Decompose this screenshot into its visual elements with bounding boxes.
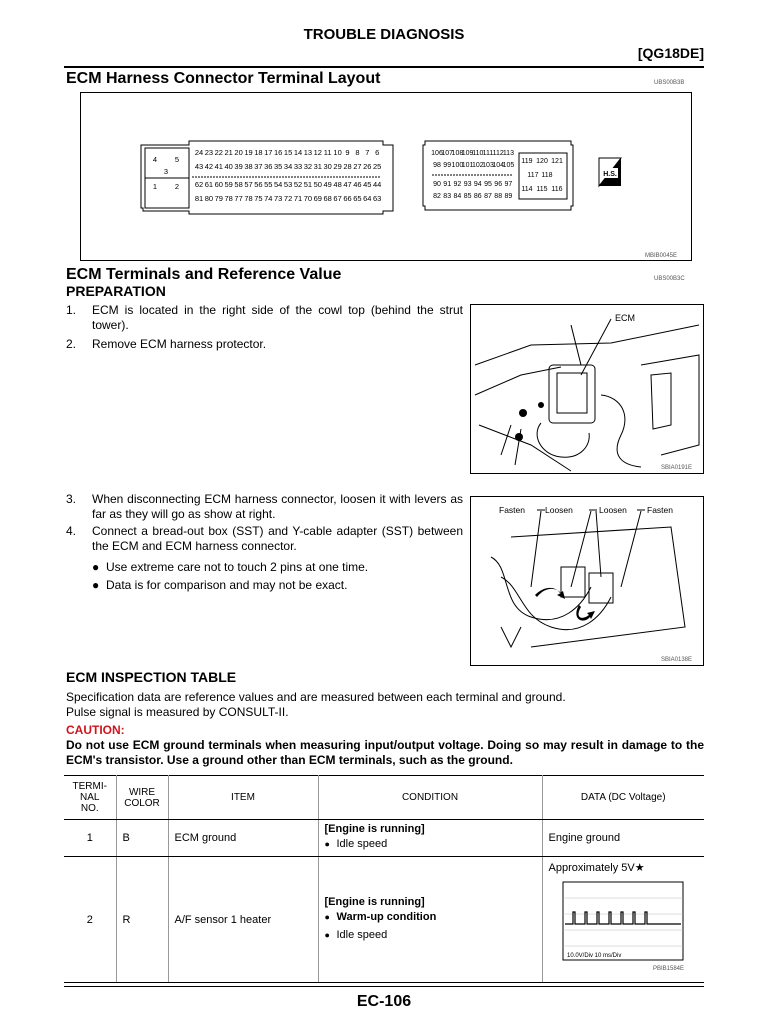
pin-label: 94 bbox=[473, 181, 482, 188]
bullet-item: ● Data is for comparison and may not be exact. bbox=[92, 578, 348, 592]
pin-label: 98 bbox=[433, 162, 441, 169]
pin-label: 38 bbox=[244, 162, 253, 171]
pin-label: 112 bbox=[492, 150, 504, 157]
pin-label: 11 bbox=[323, 148, 332, 157]
pin-label: 24 bbox=[194, 148, 204, 157]
pin-label: 92 bbox=[453, 181, 462, 188]
pin-label: 51 bbox=[303, 180, 313, 189]
pin-label: 79 bbox=[214, 194, 223, 203]
pin-label: 82 bbox=[433, 193, 441, 200]
header-rule bbox=[64, 66, 704, 68]
condition-item: ● Idle speed bbox=[325, 926, 536, 944]
pin-label: 44 bbox=[373, 180, 382, 189]
pin-label: 22 bbox=[214, 148, 223, 157]
pin-label: 90 bbox=[433, 181, 441, 188]
scopeId-text: PBIB1584E bbox=[652, 966, 684, 972]
pin-label: 80 bbox=[204, 194, 214, 203]
pin-label: 113 bbox=[502, 150, 514, 157]
pin-label: 20 bbox=[234, 148, 243, 157]
pin-label: 83 bbox=[443, 193, 452, 200]
pin-label: 34 bbox=[283, 162, 293, 171]
pin-label: 50 bbox=[313, 180, 322, 189]
ecm-location-figure bbox=[470, 304, 704, 474]
pin-label: 64 bbox=[363, 194, 372, 203]
pin-label: 119 bbox=[521, 158, 533, 165]
terminal-cell: 2 bbox=[64, 857, 116, 983]
pin-label: 62 bbox=[194, 180, 204, 189]
pin-label: 72 bbox=[283, 194, 293, 203]
pin-label: 67 bbox=[333, 194, 342, 203]
inspection-intro-2: Pulse signal is measured by CONSULT-II. bbox=[66, 705, 289, 719]
pin-label: 91 bbox=[443, 181, 452, 188]
item-cell: A/F sensor 1 heater bbox=[168, 857, 318, 983]
pin-label: 108 bbox=[451, 150, 464, 157]
pin-label: 25 bbox=[373, 162, 382, 171]
pin-label: 30 bbox=[323, 162, 332, 171]
fig2id-text: SBIA0138E bbox=[661, 657, 693, 663]
pin-label: 41 bbox=[214, 162, 223, 171]
step-item: 1. ECM is located in the right side of the cowl top (behind the strut tower). bbox=[66, 303, 463, 332]
footer-rule bbox=[64, 986, 704, 987]
pin-label: 46 bbox=[353, 180, 362, 189]
wire-cell: B bbox=[116, 820, 168, 857]
ecm-location-illustration bbox=[471, 305, 703, 473]
pin-label: 106 bbox=[431, 150, 443, 157]
pin-label: 49 bbox=[323, 180, 332, 189]
pin-label: 26 bbox=[363, 162, 372, 171]
pin-label: 99 bbox=[443, 162, 452, 169]
item-cell: ECM ground bbox=[168, 820, 318, 857]
pin-label: 116 bbox=[551, 186, 563, 193]
pin-label: 39 bbox=[234, 162, 243, 171]
header-wire-color: WIRE COLOR bbox=[116, 776, 168, 820]
pin-label: 60 bbox=[214, 180, 223, 189]
condition-cell bbox=[318, 857, 542, 983]
pin-label: 114 bbox=[521, 186, 533, 193]
fig1label-text: ECM bbox=[615, 313, 635, 323]
pin-label: 115 bbox=[536, 186, 548, 193]
pin-label: 19 bbox=[244, 148, 253, 157]
oscilloscope-waveform bbox=[549, 874, 697, 972]
pin-label: 27 bbox=[353, 162, 362, 171]
pin-label: 10 bbox=[333, 148, 342, 157]
pin-label: 120 bbox=[536, 158, 548, 165]
precaution-bullets bbox=[66, 558, 463, 594]
pin-label: 58 bbox=[234, 180, 243, 189]
pin-label: 105 bbox=[502, 162, 515, 169]
fig0id-text: MBIB0045E bbox=[645, 253, 678, 259]
pin-label: 77 bbox=[234, 194, 243, 203]
pin-label: 54 bbox=[274, 180, 283, 189]
pin-label: 48 bbox=[333, 180, 342, 189]
lvl0-text: Fasten bbox=[499, 505, 525, 515]
pin-label: 18 bbox=[254, 148, 263, 157]
pin-label: 63 bbox=[373, 194, 382, 203]
pin-label: 35 bbox=[274, 162, 283, 171]
pin-label: 97 bbox=[504, 181, 513, 188]
pin-label: 93 bbox=[463, 181, 472, 188]
preparation-steps-b bbox=[66, 492, 463, 554]
pin-label: 14 bbox=[293, 148, 303, 157]
pin-label: 33 bbox=[293, 162, 303, 171]
pin-label: 13 bbox=[303, 148, 313, 157]
pin-label: 15 bbox=[283, 148, 293, 157]
condition-cell bbox=[318, 820, 542, 857]
pin-label: 103 bbox=[482, 162, 494, 169]
page-title: TROUBLE DIAGNOSIS bbox=[303, 26, 465, 43]
pin-label: 53 bbox=[283, 180, 293, 189]
pin-label: 17 bbox=[264, 148, 273, 157]
pin-label: 21 bbox=[224, 148, 233, 157]
pin-label: 111 bbox=[482, 150, 494, 157]
caution-label: CAUTION: bbox=[66, 723, 125, 737]
engine-model-tag: [QG18DE] bbox=[637, 45, 704, 61]
pin-label: 7 bbox=[365, 148, 370, 157]
pin-label: 101 bbox=[461, 162, 474, 169]
preparation-steps-a bbox=[66, 303, 463, 352]
pin-label: 65 bbox=[353, 194, 362, 203]
header-terminal: TERMI-NAL NO. bbox=[64, 776, 116, 820]
wire-cell: R bbox=[116, 857, 168, 983]
pin-label: 89 bbox=[504, 193, 513, 200]
pin-label: 2 bbox=[174, 182, 180, 191]
section-code: UBS00B3B bbox=[654, 80, 685, 86]
pin-label: 74 bbox=[264, 194, 273, 203]
pin-label: 70 bbox=[303, 194, 313, 203]
pin-label: 78 bbox=[244, 194, 253, 203]
fig1id-text: SBIA0191E bbox=[661, 465, 693, 471]
table-header-row bbox=[64, 776, 704, 820]
hs-badge-icon bbox=[599, 158, 621, 186]
pin-label: 61 bbox=[204, 180, 214, 189]
pin-label: 86 bbox=[473, 193, 482, 200]
pin-label: 96 bbox=[494, 181, 503, 188]
table-row bbox=[64, 820, 704, 857]
condition-item: ● Idle speed bbox=[325, 835, 536, 853]
pin-label: 5 bbox=[174, 155, 180, 164]
pin-label: 59 bbox=[224, 180, 233, 189]
lvl1-text: Loosen bbox=[545, 505, 573, 515]
pin-label: 45 bbox=[363, 180, 372, 189]
pin-label: 36 bbox=[264, 162, 273, 171]
pin-label: 73 bbox=[274, 194, 283, 203]
data-cell bbox=[542, 857, 704, 983]
pin-label: 69 bbox=[313, 194, 322, 203]
pin-label: 1 bbox=[152, 182, 158, 191]
connector-diagram bbox=[81, 93, 691, 260]
pin-label: 12 bbox=[313, 148, 322, 157]
caution-text: Do not use ECM ground terminals when measuring input/output voltage. Doing so may result in damage to the ECM's transistor. Use a ground other than ECM terminals, such as the ground. bbox=[66, 738, 704, 767]
step-item: 4. Connect a bread-out box (SST) and Y-cable adapter (SST) between the ECM and ECM harness connector. bbox=[66, 524, 463, 553]
pin-label: 88 bbox=[494, 193, 503, 200]
condition-heading: [Engine is running] bbox=[324, 823, 425, 835]
pin-label: 47 bbox=[343, 180, 352, 189]
pin-label: 107 bbox=[441, 150, 454, 157]
pin-label: 75 bbox=[254, 194, 263, 203]
pin-label: 71 bbox=[293, 194, 303, 203]
step-item: 2. Remove ECM harness protector. bbox=[66, 337, 267, 351]
pin-label: 66 bbox=[343, 194, 352, 203]
pin-label: 8 bbox=[355, 148, 360, 157]
pin-label: 32 bbox=[303, 162, 313, 171]
section-title-reference-value: ECM Terminals and Reference Value bbox=[66, 266, 342, 283]
page-number: EC-106 bbox=[356, 993, 412, 1010]
data-cell: Engine ground bbox=[542, 820, 704, 857]
pin-label: 29 bbox=[333, 162, 342, 171]
table-row bbox=[64, 857, 704, 983]
preparation-heading: PREPARATION bbox=[66, 283, 166, 299]
scopeLabel-text: 10.0V/Div 10 ms/Div bbox=[566, 953, 621, 959]
pin-label: 40 bbox=[224, 162, 233, 171]
pin-label: 57 bbox=[244, 180, 253, 189]
condition-heading: [Engine is running] bbox=[324, 895, 425, 908]
ecm-inspection-table bbox=[64, 775, 704, 983]
pin-label: 109 bbox=[461, 150, 474, 157]
header-item: ITEM bbox=[168, 776, 318, 820]
bullet-item: ● Use extreme care not to touch 2 pins at one time. bbox=[92, 560, 369, 574]
pin-label: 118 bbox=[541, 172, 553, 179]
pin-label: 85 bbox=[463, 193, 472, 200]
condition-item: ● Warm-up condition bbox=[325, 908, 536, 926]
lvl3-text: Fasten bbox=[647, 505, 673, 515]
pin-label: 31 bbox=[313, 162, 322, 171]
pin-label: 100 bbox=[451, 162, 464, 169]
pin-label: 78 bbox=[224, 194, 233, 203]
inspection-table-heading: ECM INSPECTION TABLE bbox=[66, 669, 237, 685]
inspection-intro-1: Specification data are reference values and are measured between each terminal and ground. bbox=[66, 690, 566, 704]
pin-label: 68 bbox=[323, 194, 332, 203]
terminal-cell: 1 bbox=[64, 820, 116, 857]
connector-layout-figure bbox=[80, 92, 692, 261]
pin-label: 3 bbox=[163, 167, 169, 176]
section-code-2: UBS00B3C bbox=[654, 276, 685, 282]
hsText-text: H.S. bbox=[603, 171, 617, 178]
connector-lever-figure bbox=[470, 496, 704, 666]
pin-label: 28 bbox=[343, 162, 352, 171]
header-data: DATA (DC Voltage) bbox=[542, 776, 704, 820]
data-value: Approximately 5V★ bbox=[548, 862, 645, 874]
pin-label: 110 bbox=[472, 150, 484, 157]
header-condition: CONDITION bbox=[318, 776, 542, 820]
pin-label: 6 bbox=[375, 148, 380, 157]
pin-label: 87 bbox=[484, 193, 492, 200]
pin-label: 56 bbox=[254, 180, 263, 189]
pin-label: 81 bbox=[194, 194, 204, 203]
pin-label: 23 bbox=[204, 148, 214, 157]
pin-label: 16 bbox=[274, 148, 283, 157]
pin-label: 95 bbox=[484, 181, 492, 188]
pin-label: 4 bbox=[152, 155, 158, 164]
pin-label: 104 bbox=[492, 162, 505, 169]
section-title-connector-layout: ECM Harness Connector Terminal Layout bbox=[66, 70, 381, 87]
connector-lever-illustration bbox=[471, 497, 703, 665]
pin-label: 43 bbox=[194, 162, 204, 171]
pin-label: 117 bbox=[527, 172, 539, 179]
pin-label: 55 bbox=[264, 180, 273, 189]
pin-label: 121 bbox=[551, 158, 563, 165]
pin-label: 42 bbox=[204, 162, 214, 171]
step-item: 3. When disconnecting ECM harness connector, loosen it with levers as far as they will go as show at right. bbox=[66, 492, 463, 521]
pin-label: 37 bbox=[254, 162, 263, 171]
pin-label: 84 bbox=[453, 193, 462, 200]
pin-label: 9 bbox=[345, 148, 350, 157]
pin-label: 52 bbox=[293, 180, 303, 189]
pin-label: 102 bbox=[471, 162, 484, 169]
lvl2-text: Loosen bbox=[599, 505, 627, 515]
